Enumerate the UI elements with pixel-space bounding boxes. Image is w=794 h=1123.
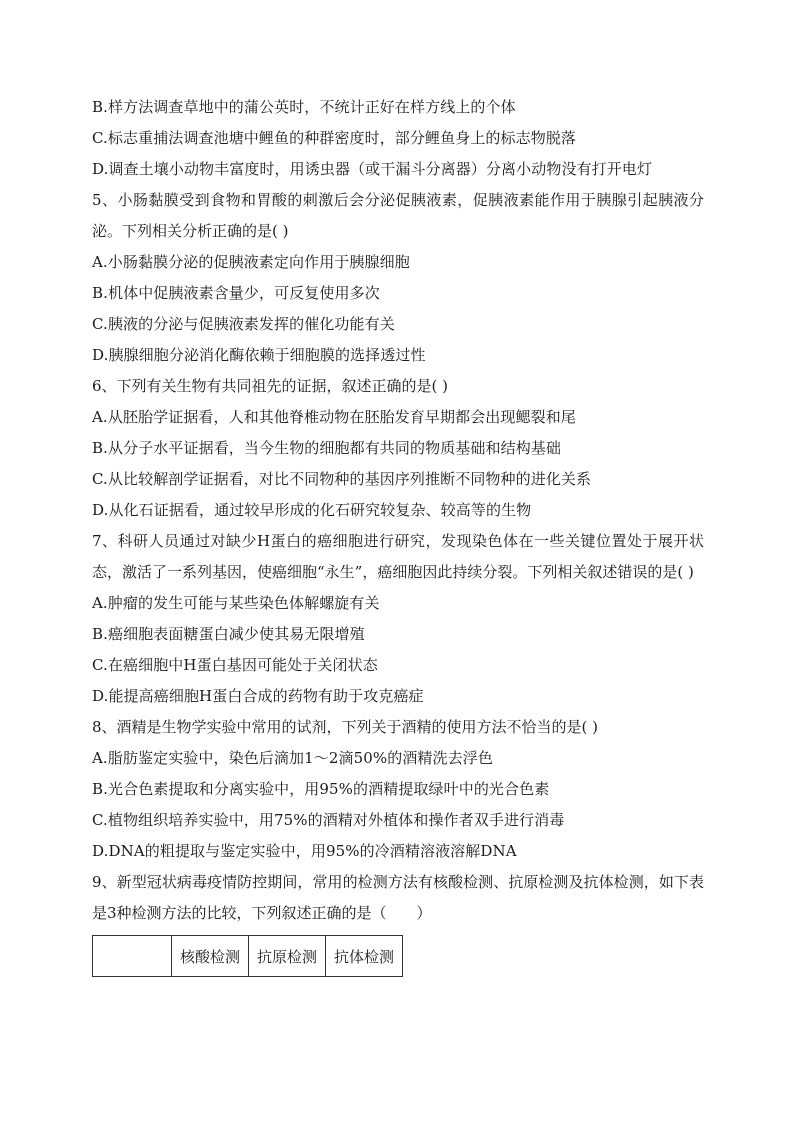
question-7 (92, 526, 712, 712)
question-5 (92, 185, 712, 371)
comparison-table (92, 935, 403, 977)
question-stem: 6、下列有关生物有共同祖先的证据，叙述正确的是( ) (92, 377, 449, 395)
option-line: D.从化石证据看，通过较早形成的化石研究较复杂、较高等的生物 (92, 501, 532, 519)
table-header-cell: 抗原检测 (249, 936, 326, 977)
question-stem: 8、酒精是生物学实验中常用的试剂，下列关于酒精的使用方法不恰当的是( ) (92, 718, 599, 736)
question-9 (92, 867, 712, 977)
question-6 (92, 371, 712, 526)
option-line: B.样方法调查草地中的蒲公英时，不统计正好在样方线上的个体 (92, 98, 516, 116)
option-line: B.机体中促胰液素含量少，可反复使用多次 (92, 284, 380, 302)
option-line: D.胰腺细胞分泌消化酶依赖于细胞膜的选择透过性 (92, 346, 426, 364)
option-line: C.标志重捕法调查池塘中鲤鱼的种群密度时，部分鲤鱼身上的标志物脱落 (92, 129, 577, 147)
question-stem: 9、新型冠状病毒疫情防控期间，常用的检测方法有核酸检测、抗原检测及抗体检测，如下表是3种检测方法的比较，下列叙述正确的是（ ） (92, 873, 704, 922)
option-line: D.DNA的粗提取与鉴定实验中，用95%的冷酒精溶液溶解DNA (92, 842, 517, 860)
option-line: B.癌细胞表面糖蛋白减少使其易无限增殖 (92, 625, 365, 643)
question-8 (92, 712, 712, 867)
option-line: D.能提高癌细胞H蛋白合成的药物有助于攻克癌症 (92, 687, 424, 705)
option-line: A.从胚胎学证据看，人和其他脊椎动物在胚胎发育早期都会出现鳃裂和尾 (92, 408, 576, 426)
option-line: C.在癌细胞中H蛋白基因可能处于关闭状态 (92, 656, 378, 674)
question-stem: 5、小肠黏膜受到食物和胃酸的刺激后会分泌促胰液素，促胰液素能作用于胰腺引起胰液分泌。下列相关分析正确的是( ) (92, 191, 704, 240)
table-header-row (93, 936, 403, 977)
option-line: D.调查土壤小动物丰富度时，用诱虫器（或干漏斗分离器）分离小动物没有打开电灯 (92, 160, 653, 178)
option-line: C.从比较解剖学证据看，对比不同物种的基因序列推断不同物种的进化关系 (92, 470, 592, 488)
option-line: B.光合色素提取和分离实验中，用95%的酒精提取绿叶中的光合色素 (92, 780, 550, 798)
option-line: C.胰液的分泌与促胰液素发挥的催化功能有关 (92, 315, 395, 333)
document-content (92, 92, 712, 977)
option-line: B.从分子水平证据看，当今生物的细胞都有共同的物质基础和结构基础 (92, 439, 561, 457)
option-line: A.肿瘤的发生可能与某些染色体解螺旋有关 (92, 594, 380, 612)
option-line: A.小肠黏膜分泌的促胰液素定向作用于胰腺细胞 (92, 253, 410, 271)
table-header-cell (93, 936, 172, 977)
option-line: A.脂肪鉴定实验中，染色后滴加1～2滴50%的酒精洗去浮色 (92, 749, 493, 767)
table-header-cell: 抗体检测 (326, 936, 403, 977)
option-line: C.植物组织培养实验中，用75%的酒精对外植体和操作者双手进行消毒 (92, 811, 565, 829)
table-header-cell: 核酸检测 (172, 936, 249, 977)
question-stem: 7、科研人员通过对缺少H蛋白的癌细胞进行研究，发现染色体在一些关键位置处于展开状态，激活了一系列基因，使癌细胞“永生”，癌细胞因此持续分裂。下列相关叙述错误的是( ) (92, 532, 704, 581)
